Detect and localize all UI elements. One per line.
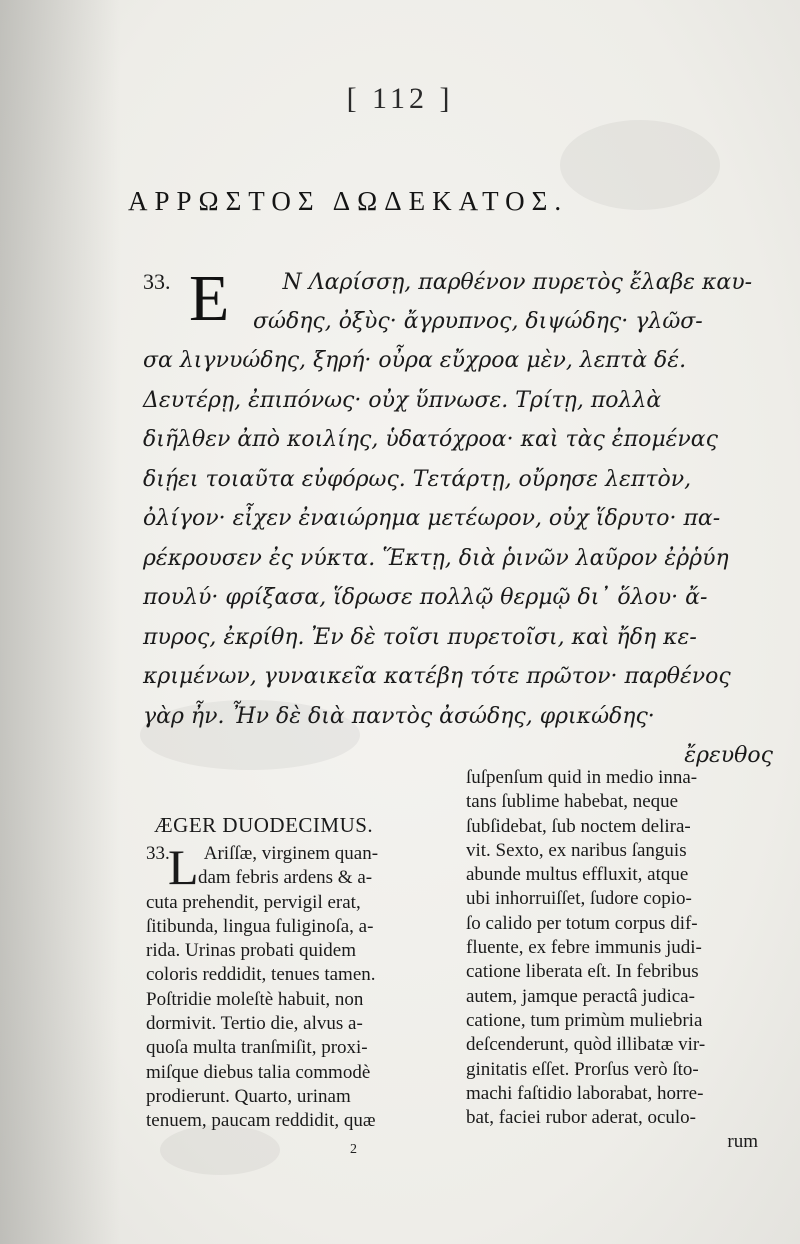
greek-line: διῄει τοιαῦτα εὐφόρως. Τετάρτῃ, οὔρησε λεπτὸν, [143,466,692,492]
latin-line: machi faſtidio laborabat, horre- [466,1082,704,1104]
latin-line: ſuſpenſum quid in medio inna- [466,767,698,788]
latin-line: cuta prehendit, pervigil erat, [146,891,361,913]
case-number: 33. [143,269,171,294]
latin-line: prodierunt. Quarto, urinam [146,1085,351,1107]
case-number: 33. [146,843,170,864]
latin-line: tans ſublime habebat, neque [466,791,679,813]
greek-catchword: ἔρευθος [684,743,773,768]
greek-line: πυρος, ἐκρίθη. Ἐν δὲ τοῖσι πυρετοῖσι, καὶ ἤδη κε- [143,624,697,650]
latin-line: 33. Ariſſæ, virginem quan- [146,843,379,864]
latin-line: ſo calido per totum corpus dif- [466,912,698,934]
latin-line: catione, tum primùm muliebria [466,1009,703,1031]
latin-line: coloris reddidit, tenues tamen. [146,964,376,986]
latin-left-column [146,808,442,1134]
gutter-shadow [0,0,120,1244]
greek-section-title: ΑΡΡΩΣΤΟΣ ΔΩΔΕΚΑΤΟΣ. [128,186,569,216]
signature-mark: 2 [350,1142,357,1157]
greek-line: σα λιγνυώδης, ξηρή· οὖρα εὔχροα μὲν, λεπτὰ δέ. [143,348,687,373]
latin-line: tenuem, paucam reddidit, quæ [146,1110,376,1132]
latin-line: ſitibunda, lingua fuliginoſa, a- [146,915,374,937]
latin-line: fluente, ex febre immunis judi- [466,937,702,959]
latin-line: miſque diebus talia commodè [146,1061,371,1083]
greek-line: ὀλίγον· εἶχεν ἐναιώρημα μετέωρον, οὐχ ἵδρυτο· πα- [143,506,721,531]
latin-section-title: ÆGER DUODECIMUS. [154,813,374,837]
latin-line: ginitatis eſſet. Prorſus verò ſto- [466,1058,699,1080]
latin-right-column [466,766,758,1155]
latin-line: bat, faciei rubor aderat, oculo- [466,1107,696,1129]
greek-line: διῆλθεν ἀπὸ κοιλίης, ὑδατόχροα· καὶ τὰς ἐπομένας [143,427,718,452]
latin-line: deſcenderunt, quòd illibatæ vir- [466,1034,706,1056]
greek-line: κριμένων, γυναικεῖα κατέβη τότε πρῶτον· παρθένος [143,664,731,689]
latin-line: Poſtridie moleſtè habuit, non [146,988,364,1010]
latin-paragraph [146,839,442,1134]
greek-line: ρέκρουσεν ἐς νύκτα. Ἕκτῃ, διὰ ῥινῶν λαῦρον ἐῤῥύη [143,545,729,571]
latin-line: dormivit. Tertio die, alvus a- [146,1013,363,1035]
greek-line: γὰρ ἦν. Ἦν δὲ διὰ παντὸς ἀσώδης, φρικώδης· [143,703,655,729]
greek-line: σώδης, ὀξὺς· ἄγρυπνος, διψώδης· γλῶσ- [253,308,703,334]
latin-line: dam febris ardens & a- [198,867,373,889]
latin-line: rida. Urinas probati quidem [146,940,357,962]
latin-drop-initial: L [168,839,199,895]
latin-line: ſubſidebat, ſub noctem delira- [466,815,691,837]
page-number: [ 112 ] [346,82,454,115]
greek-line: Δευτέρῃ, ἐπιπόνως· οὐχ ὕπνωσε. Τρίτῃ, πολλὰ [143,387,662,413]
latin-line: abunde multus effluxit, atque [466,864,689,886]
latin-line: quoſa multa tranſmiſit, proxi- [146,1037,368,1059]
greek-drop-initial: Ε [189,262,230,335]
latin-line: catione liberata eſt. In febribus [466,961,699,983]
greek-text-block [143,262,773,776]
greek-line: πουλύ· φρίξασα, ἵδρωσε πολλῷ θερμῷ δι᾽ ὅλου· ἄ- [143,585,708,610]
latin-line: autem, jamque peractâ judica- [466,985,695,1007]
latin-catchword: rum [727,1131,758,1153]
latin-line: ubi inhorruiſſet, ſudore copio- [466,888,692,910]
latin-line: vit. Sexto, ex naribus ſanguis [466,839,687,861]
greek-line: 33. Ν Λαρίσσῃ, παρθένον πυρετὸς ἔλαβε καυ- [143,269,753,295]
